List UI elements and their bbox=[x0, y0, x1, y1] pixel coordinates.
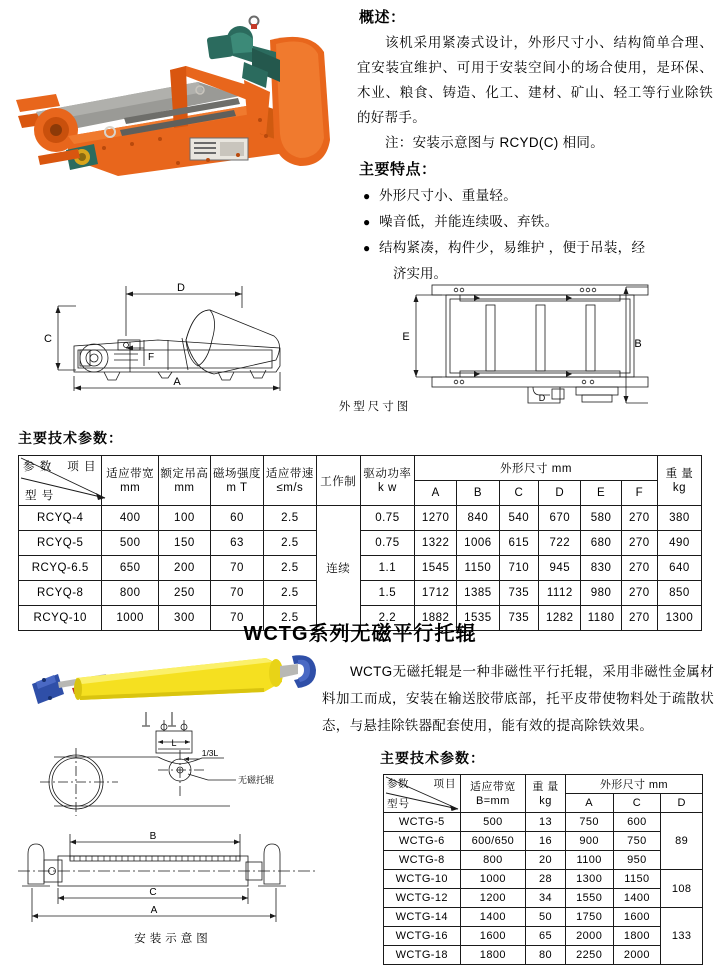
cell-dim-D: 89 bbox=[661, 813, 703, 870]
cell-weight: 20 bbox=[526, 851, 566, 870]
rcyq-magnetic-separator-illustration bbox=[8, 8, 356, 176]
cell-dim-C: 615 bbox=[499, 531, 539, 556]
cell-weight: 1300 bbox=[657, 606, 701, 631]
header-text: 重 量 bbox=[665, 467, 694, 480]
cell-rated-height: 100 bbox=[158, 506, 210, 531]
wctg-header-dim-A: A bbox=[565, 794, 613, 813]
outline-drawing-front-view bbox=[390, 275, 710, 405]
cell-weight: 34 bbox=[526, 889, 566, 908]
cell-dim-F: 270 bbox=[621, 531, 657, 556]
feature-text: 外形尺寸小、重量轻。 bbox=[379, 188, 517, 203]
cell-drive-power: 1.1 bbox=[360, 556, 414, 581]
wctg-header-dim-C: C bbox=[613, 794, 661, 813]
cell-belt-width: 1000 bbox=[460, 870, 526, 889]
cell-belt-width: 400 bbox=[102, 506, 158, 531]
cell-dim-D: 670 bbox=[539, 506, 581, 531]
cell-model: RCYQ-4 bbox=[19, 506, 102, 531]
dim-label-D: D bbox=[177, 282, 185, 294]
cell-belt-width: 1800 bbox=[460, 946, 526, 965]
cell-dim-C: 1400 bbox=[613, 889, 661, 908]
cell-drive-power: 2.2 bbox=[360, 606, 414, 631]
cell-drive-power: 0.75 bbox=[360, 506, 414, 531]
header-belt-width bbox=[102, 456, 158, 506]
cell-dim-A: 1322 bbox=[415, 531, 457, 556]
product-photo-rcyq bbox=[8, 8, 356, 176]
header-rated-height bbox=[158, 456, 210, 506]
cell-dim-A: 1270 bbox=[415, 506, 457, 531]
wctg-header-weight bbox=[526, 775, 566, 813]
header-belt-speed bbox=[264, 456, 317, 506]
wctg-header-row-1 bbox=[384, 775, 703, 794]
cell-dim-F: 270 bbox=[621, 606, 657, 631]
cell-dim-C: 710 bbox=[499, 556, 539, 581]
table-row bbox=[19, 581, 702, 606]
cell-belt-width: 1200 bbox=[460, 889, 526, 908]
cell-weight: 640 bbox=[657, 556, 701, 581]
header-text: 适应带速 bbox=[265, 467, 314, 480]
corner-bottom-label: 型号 bbox=[387, 798, 410, 810]
wctg-params-label: 主要技术参数： bbox=[380, 750, 485, 766]
corner-left-label: 参数 bbox=[387, 778, 409, 790]
roller-note-label: 无磁托辊 bbox=[238, 775, 275, 785]
cell-belt-speed: 2.5 bbox=[264, 606, 317, 631]
cell-dim-C: 600 bbox=[613, 813, 661, 832]
table-corner-cell bbox=[19, 456, 102, 506]
header-text: 重 量 bbox=[532, 780, 559, 793]
header-unit: kg bbox=[539, 794, 552, 807]
cell-model: WCTG-8 bbox=[384, 851, 461, 870]
corner-top-label: 项 目 bbox=[67, 461, 97, 473]
cell-rated-height: 300 bbox=[158, 606, 210, 631]
header-unit: mm bbox=[120, 481, 141, 494]
cell-dim-D: 945 bbox=[539, 556, 581, 581]
features-list bbox=[357, 183, 713, 261]
features-section bbox=[357, 158, 713, 287]
cell-model: WCTG-18 bbox=[384, 946, 461, 965]
header-weight bbox=[657, 456, 701, 506]
cell-rated-height: 200 bbox=[158, 556, 210, 581]
cell-dim-C: 950 bbox=[613, 851, 661, 870]
cell-belt-width: 500 bbox=[460, 813, 526, 832]
cell-field-strength: 70 bbox=[210, 606, 263, 631]
cell-dim-B: 840 bbox=[457, 506, 499, 531]
corner-left-label: 参 数 bbox=[23, 461, 53, 473]
header-dim-C: C bbox=[499, 481, 539, 506]
cell-dim-D: 1282 bbox=[539, 606, 581, 631]
wctg-dimension-diagram bbox=[18, 820, 328, 930]
wctg-corner-cell bbox=[384, 775, 461, 813]
cell-dim-A: 1550 bbox=[565, 889, 613, 908]
overview-heading: 概述： bbox=[359, 9, 406, 26]
cell-dim-E: 980 bbox=[581, 581, 621, 606]
cell-dim-C: 750 bbox=[613, 832, 661, 851]
cell-dim-E: 680 bbox=[581, 531, 621, 556]
cell-dim-A: 2000 bbox=[565, 927, 613, 946]
cell-duty-type: 连续 bbox=[316, 506, 360, 631]
cell-weight: 13 bbox=[526, 813, 566, 832]
cell-weight: 28 bbox=[526, 870, 566, 889]
table-row bbox=[384, 851, 703, 870]
cell-dim-E: 1180 bbox=[581, 606, 621, 631]
cell-belt-width: 800 bbox=[460, 851, 526, 870]
wctg-install-svg bbox=[18, 718, 328, 836]
wctg-installation-diagram bbox=[18, 718, 328, 836]
cell-weight: 380 bbox=[657, 506, 701, 531]
dim-label-B-roller: B bbox=[149, 831, 157, 842]
cell-dim-C: 2000 bbox=[613, 946, 661, 965]
dim-label-C-roller: C bbox=[149, 887, 157, 898]
cell-model: WCTG-16 bbox=[384, 927, 461, 946]
cell-model: WCTG-5 bbox=[384, 813, 461, 832]
dim-label-D-front: D bbox=[538, 393, 546, 403]
bullet-icon: ● bbox=[363, 241, 371, 255]
cell-dim-C: 735 bbox=[499, 606, 539, 631]
table-row bbox=[19, 531, 702, 556]
header-duty-type: 工作制 bbox=[316, 456, 360, 506]
cell-weight: 80 bbox=[526, 946, 566, 965]
cell-rated-height: 250 bbox=[158, 581, 210, 606]
cell-model: RCYQ-5 bbox=[19, 531, 102, 556]
header-text: 适应带宽 bbox=[106, 467, 155, 480]
cell-dim-B: 1150 bbox=[457, 556, 499, 581]
bullet-icon: ● bbox=[363, 215, 371, 229]
cell-belt-width: 600/650 bbox=[460, 832, 526, 851]
cell-dim-A: 750 bbox=[565, 813, 613, 832]
front-view-svg bbox=[390, 275, 710, 405]
header-unit: m T bbox=[226, 481, 248, 494]
cell-dim-B: 1535 bbox=[457, 606, 499, 631]
cell-drive-power: 1.5 bbox=[360, 581, 414, 606]
table-row bbox=[19, 506, 702, 531]
cell-dim-B: 1006 bbox=[457, 531, 499, 556]
cell-belt-speed: 2.5 bbox=[264, 556, 317, 581]
cell-rated-height: 150 bbox=[158, 531, 210, 556]
header-dimensions-group: 外形尺寸 mm bbox=[415, 456, 658, 481]
cell-dim-A: 2250 bbox=[565, 946, 613, 965]
feature-text: 结构紧凑，构件少，易维护 ，便于吊装，经 bbox=[379, 240, 646, 255]
overview-paragraph-1: 该机采用紧凑式设计，外形尺寸小、结构简单合理、宜安装宜维护、可用于安装空间小的场合使用，是环保、木业、粮食、铸造、化工、建材、矿山、轻工等行业除铁的好帮手。 bbox=[357, 35, 713, 125]
cell-belt-width: 1600 bbox=[460, 927, 526, 946]
cell-dim-C: 1150 bbox=[613, 870, 661, 889]
header-field-strength bbox=[210, 456, 263, 506]
cell-belt-speed: 2.5 bbox=[264, 531, 317, 556]
cell-model: WCTG-6 bbox=[384, 832, 461, 851]
table-row bbox=[19, 556, 702, 581]
overview-paragraph-2: 注：安装示意图与 RCYD(C) 相同。 bbox=[385, 135, 604, 150]
cell-field-strength: 63 bbox=[210, 531, 263, 556]
cell-dim-A: 1300 bbox=[565, 870, 613, 889]
overview-section bbox=[357, 6, 713, 155]
cell-belt-width: 650 bbox=[102, 556, 158, 581]
cell-dim-F: 270 bbox=[621, 506, 657, 531]
cell-dim-D: 1112 bbox=[539, 581, 581, 606]
header-unit: ≤m/s bbox=[276, 481, 304, 494]
table-row bbox=[384, 832, 703, 851]
cell-dim-C: 540 bbox=[499, 506, 539, 531]
header-dim-D: D bbox=[539, 481, 581, 506]
dim-label-E: E bbox=[402, 331, 410, 343]
outline-drawing-caption: 外型尺寸图 bbox=[338, 401, 412, 413]
cell-weight: 850 bbox=[657, 581, 701, 606]
header-unit: kg bbox=[672, 481, 687, 494]
dim-label-C: C bbox=[44, 333, 52, 345]
corner-bottom-label: 型 号 bbox=[25, 490, 55, 502]
wctg-section-title: WCTG系列无磁平行托辊 bbox=[243, 623, 477, 645]
cell-belt-speed: 2.5 bbox=[264, 581, 317, 606]
cell-dim-D: 108 bbox=[661, 870, 703, 908]
cell-belt-speed: 2.5 bbox=[264, 506, 317, 531]
cell-dim-C: 1600 bbox=[613, 908, 661, 927]
cell-dim-C: 735 bbox=[499, 581, 539, 606]
cell-drive-power: 0.75 bbox=[360, 531, 414, 556]
table-row bbox=[384, 870, 703, 889]
cell-belt-width: 800 bbox=[102, 581, 158, 606]
cell-dim-A: 900 bbox=[565, 832, 613, 851]
cell-model: RCYQ-8 bbox=[19, 581, 102, 606]
main-specs-table bbox=[18, 455, 702, 631]
wctg-specs-table bbox=[383, 774, 703, 965]
cell-model: WCTG-12 bbox=[384, 889, 461, 908]
wctg-dim-svg bbox=[18, 820, 328, 930]
cell-dim-A: 1712 bbox=[415, 581, 457, 606]
dim-label-one-third-L: 1/3L bbox=[201, 748, 219, 758]
header-text: 磁场强度 bbox=[212, 467, 261, 480]
header-dim-A: A bbox=[415, 481, 457, 506]
outline-drawing-side-view bbox=[18, 278, 348, 398]
table-row bbox=[384, 813, 703, 832]
main-params-label: 主要技术参数： bbox=[18, 430, 123, 446]
cell-dim-C: 1800 bbox=[613, 927, 661, 946]
corner-top-label: 项目 bbox=[433, 778, 457, 790]
header-unit: k w bbox=[378, 481, 397, 494]
cell-model: RCYQ-10 bbox=[19, 606, 102, 631]
cell-field-strength: 70 bbox=[210, 581, 263, 606]
cell-model: RCYQ-6.5 bbox=[19, 556, 102, 581]
feature-item bbox=[357, 209, 713, 235]
cell-dim-D: 133 bbox=[661, 908, 703, 965]
wctg-header-dim-D: D bbox=[661, 794, 703, 813]
header-dim-F: F bbox=[621, 481, 657, 506]
bullet-icon: ● bbox=[363, 189, 371, 203]
cell-weight: 65 bbox=[526, 927, 566, 946]
table-header-row-1 bbox=[19, 456, 702, 481]
wctg-header-dimensions-group: 外形尺寸 mm bbox=[565, 775, 702, 794]
header-text: 驱动功率 bbox=[363, 467, 412, 480]
cell-model: WCTG-14 bbox=[384, 908, 461, 927]
feature-item bbox=[357, 183, 713, 209]
cell-dim-A: 1545 bbox=[415, 556, 457, 581]
header-drive-power bbox=[360, 456, 414, 506]
cell-weight: 50 bbox=[526, 908, 566, 927]
cell-field-strength: 70 bbox=[210, 556, 263, 581]
cell-dim-E: 830 bbox=[581, 556, 621, 581]
feature-continuation: 济实用。 bbox=[393, 266, 447, 281]
dim-label-B: B bbox=[634, 338, 642, 350]
header-unit: mm bbox=[174, 481, 195, 494]
cell-belt-width: 1000 bbox=[102, 606, 158, 631]
cell-dim-D: 722 bbox=[539, 531, 581, 556]
header-text: 额定吊高 bbox=[160, 467, 209, 480]
cell-weight: 16 bbox=[526, 832, 566, 851]
wctg-description: WCTG无磁托辊是一种非磁性平行托辊，采用非磁性金属材料加工而成，安装在输送胶带底部，托平皮带使物料处于疏散状态，与悬挂除铁器配套使用，能有效的提高除铁效果。 bbox=[322, 664, 714, 733]
cell-dim-F: 270 bbox=[621, 556, 657, 581]
cell-model: WCTG-10 bbox=[384, 870, 461, 889]
dim-label-L: L bbox=[171, 738, 177, 748]
cell-dim-E: 580 bbox=[581, 506, 621, 531]
cell-field-strength: 60 bbox=[210, 506, 263, 531]
cell-belt-width: 500 bbox=[102, 531, 158, 556]
header-dim-B: B bbox=[457, 481, 499, 506]
dim-label-A: A bbox=[173, 376, 181, 388]
cell-dim-A: 1882 bbox=[415, 606, 457, 631]
feature-item bbox=[357, 235, 713, 261]
cell-dim-A: 1750 bbox=[565, 908, 613, 927]
dim-label-A-roller: A bbox=[150, 905, 158, 916]
wctg-header-belt-width bbox=[460, 775, 526, 813]
cell-dim-B: 1385 bbox=[457, 581, 499, 606]
side-view-svg bbox=[18, 278, 348, 398]
cell-dim-F: 270 bbox=[621, 581, 657, 606]
wctg-install-caption: 安装示意图 bbox=[134, 933, 212, 945]
table-row bbox=[384, 927, 703, 946]
dim-label-F: F bbox=[147, 352, 155, 363]
header-text: 适应带宽 bbox=[470, 780, 516, 793]
cell-dim-A: 1100 bbox=[565, 851, 613, 870]
features-heading: 主要特点： bbox=[359, 161, 437, 178]
table-row bbox=[384, 889, 703, 908]
header-dim-E: E bbox=[581, 481, 621, 506]
cell-belt-width: 1400 bbox=[460, 908, 526, 927]
table-row bbox=[384, 908, 703, 927]
header-unit: B=mm bbox=[476, 794, 510, 807]
feature-text: 噪音低，并能连续吸、弃铁。 bbox=[379, 214, 559, 229]
cell-weight: 490 bbox=[657, 531, 701, 556]
table-row bbox=[384, 946, 703, 965]
wctg-description-block bbox=[322, 658, 714, 739]
